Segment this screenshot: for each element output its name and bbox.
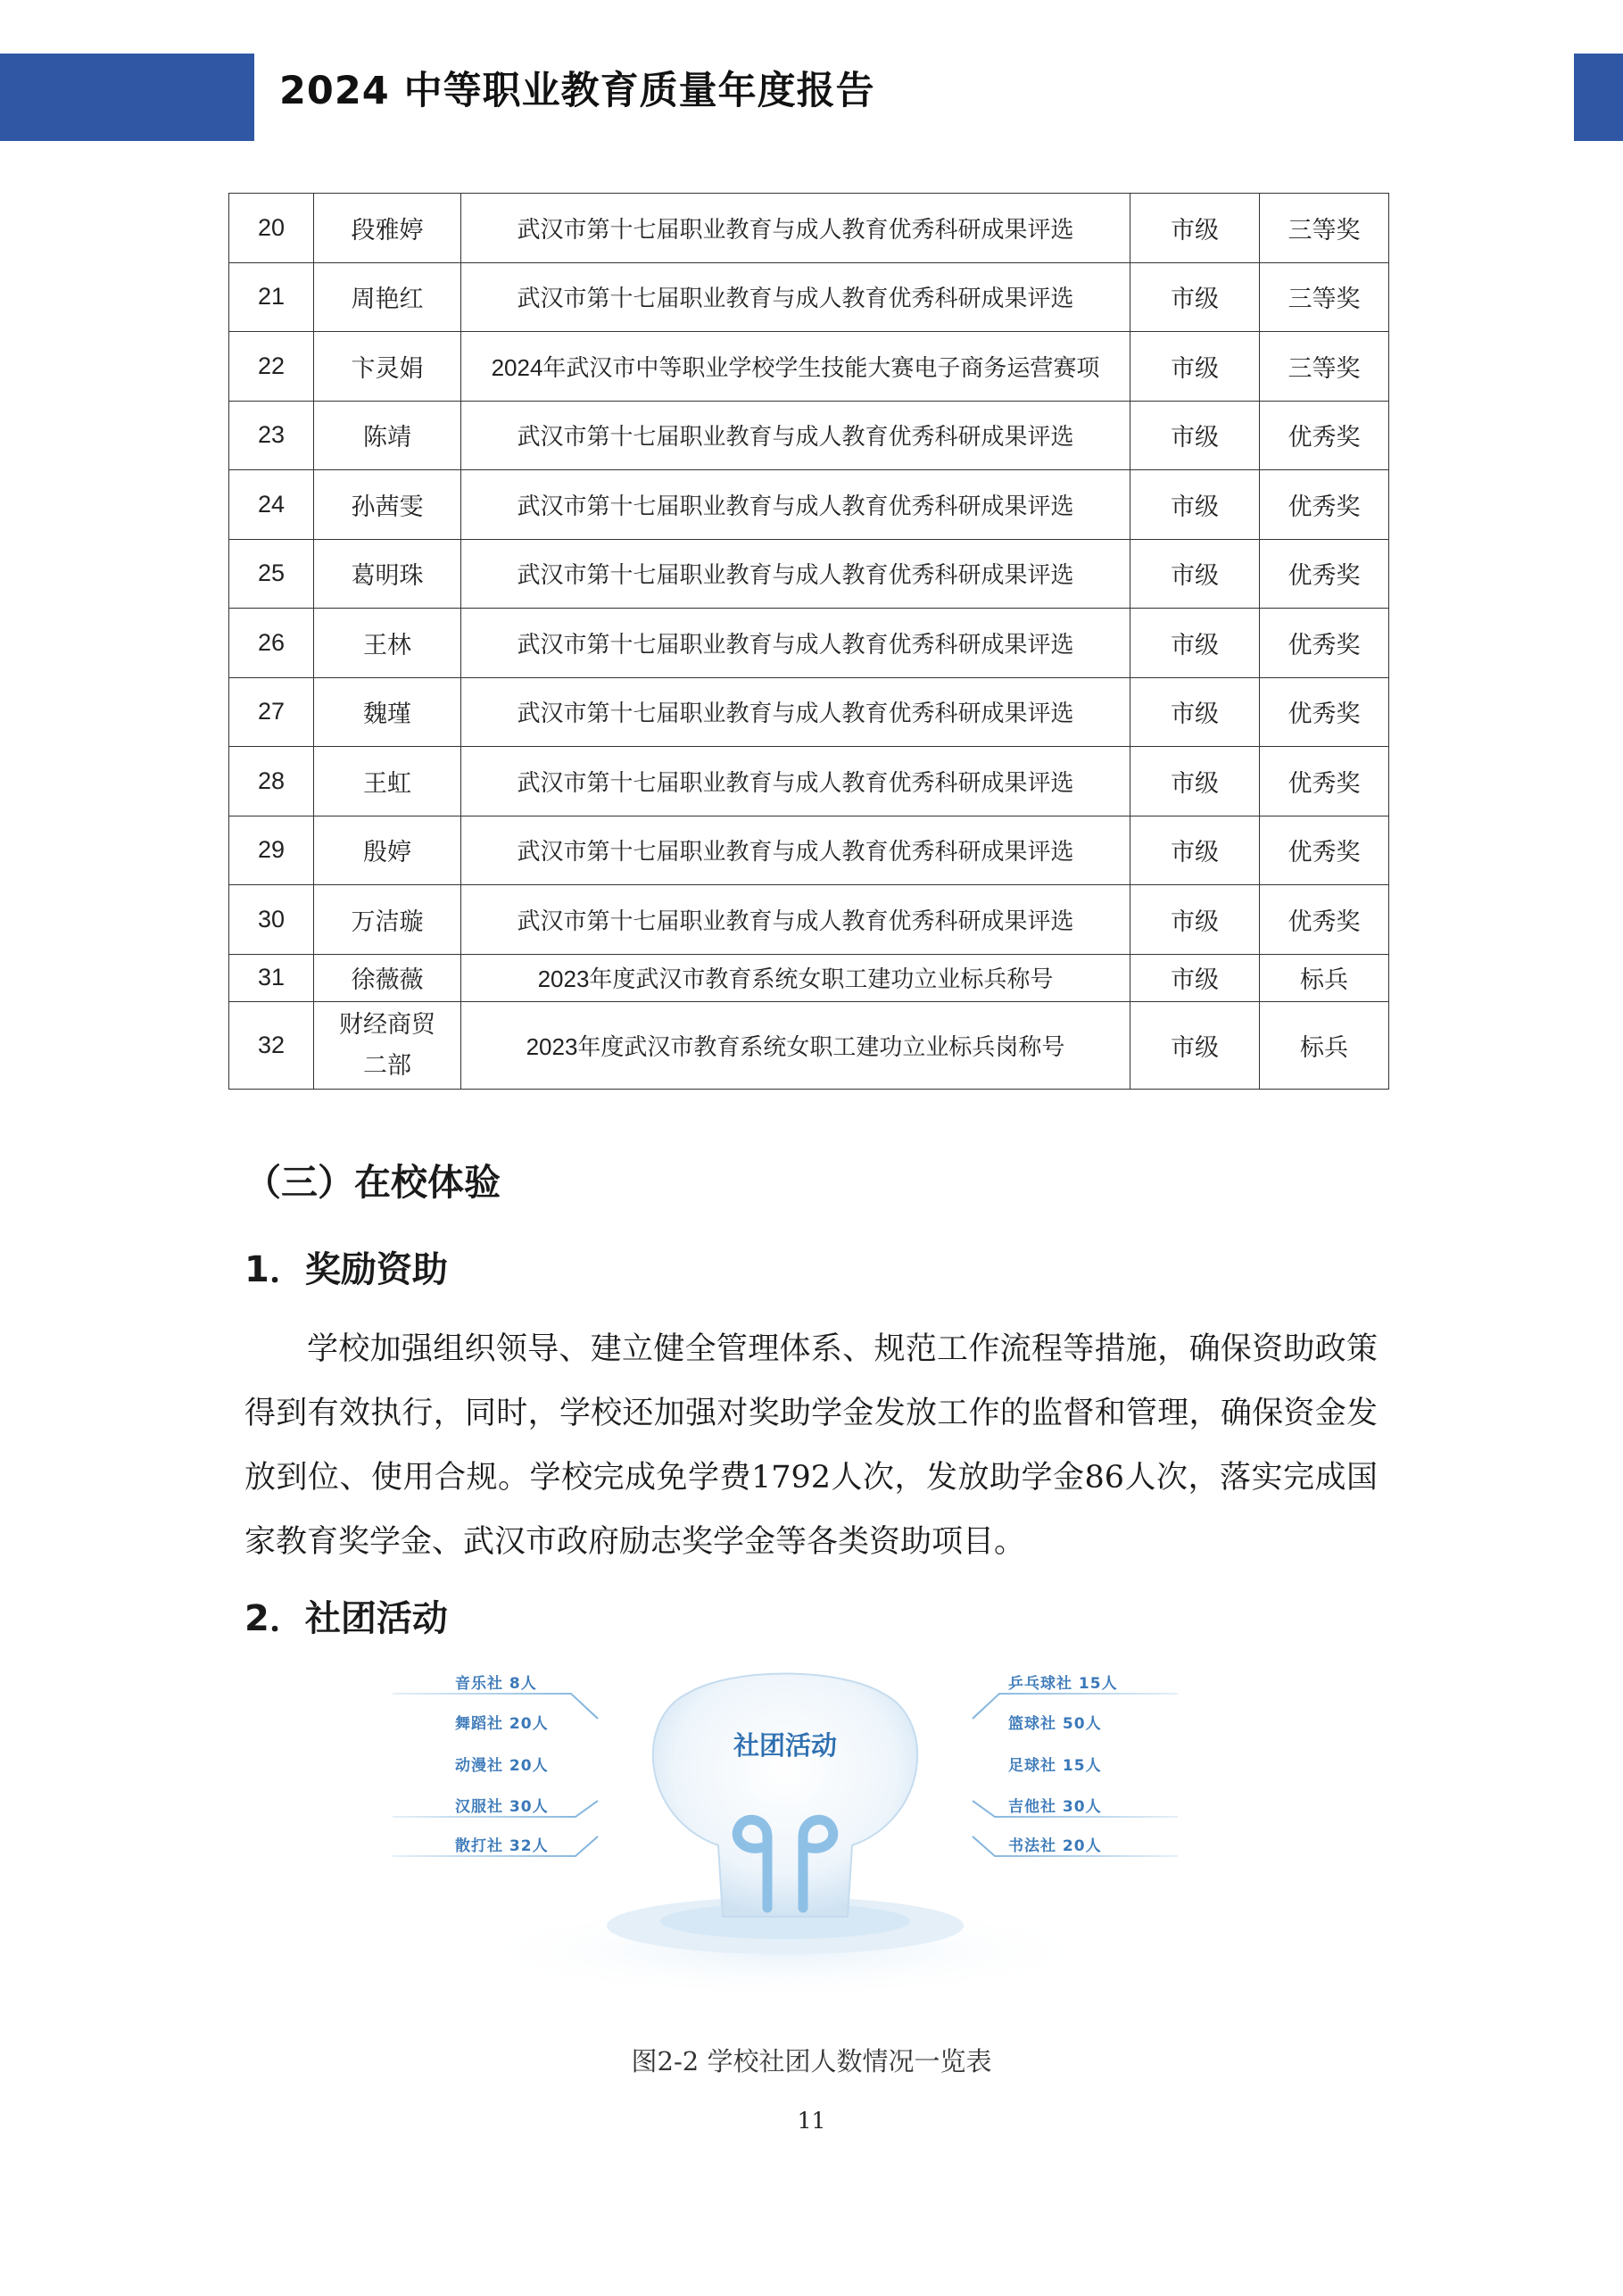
table-row bbox=[229, 609, 1389, 678]
cell-name: 殷婷 bbox=[314, 816, 461, 885]
cell-award: 优秀奖 bbox=[1260, 885, 1389, 955]
club-label: 乒乓球社 15人 bbox=[1008, 1675, 1118, 1693]
cell-level: 市级 bbox=[1130, 470, 1260, 540]
clubs-infographic bbox=[393, 1667, 1178, 2006]
cell-name: 周艳红 bbox=[314, 262, 461, 332]
table-row bbox=[229, 677, 1389, 747]
figure-caption: 图2-2 学校社团人数情况一览表 bbox=[631, 2046, 992, 2076]
cell-name: 段雅婷 bbox=[314, 194, 461, 263]
center-title: 社团活动 bbox=[733, 1730, 838, 1761]
cell-no: 31 bbox=[229, 954, 314, 1001]
cell-name: 卞灵娟 bbox=[314, 332, 461, 402]
page-number: 11 bbox=[797, 2108, 826, 2134]
table-row bbox=[229, 194, 1389, 263]
subheading-clubs: 2．社团活动 bbox=[244, 1598, 448, 1639]
cell-project: 武汉市第十七届职业教育与成人教育优秀科研成果评选 bbox=[461, 816, 1130, 885]
cell-no: 27 bbox=[229, 677, 314, 747]
left-club-labels bbox=[455, 1674, 549, 1855]
cell-level: 市级 bbox=[1130, 1001, 1260, 1089]
cell-no: 23 bbox=[229, 401, 314, 470]
cell-no: 20 bbox=[229, 194, 314, 263]
cell-no: 25 bbox=[229, 539, 314, 609]
cell-level: 市级 bbox=[1130, 262, 1260, 332]
report-title: 2024 中等职业教育质量年度报告 bbox=[279, 69, 875, 113]
cell-level: 市级 bbox=[1130, 677, 1260, 747]
cell-level: 市级 bbox=[1130, 609, 1260, 678]
cell-award: 优秀奖 bbox=[1260, 401, 1389, 470]
cell-project: 武汉市第十七届职业教育与成人教育优秀科研成果评选 bbox=[461, 885, 1130, 955]
awards-table bbox=[228, 193, 1389, 1090]
club-label: 音乐社 8人 bbox=[455, 1675, 537, 1693]
cell-no: 28 bbox=[229, 747, 314, 816]
table-row bbox=[229, 816, 1389, 885]
table-row bbox=[229, 262, 1389, 332]
cell-award: 优秀奖 bbox=[1260, 470, 1389, 540]
cell-level: 市级 bbox=[1130, 747, 1260, 816]
cell-project: 武汉市第十七届职业教育与成人教育优秀科研成果评选 bbox=[461, 747, 1130, 816]
cell-name: 王林 bbox=[314, 609, 461, 678]
header-bar-right bbox=[1574, 54, 1623, 141]
club-label: 散打社 32人 bbox=[455, 1837, 549, 1855]
cell-project: 2023年度武汉市教育系统女职工建功立业标兵岗称号 bbox=[461, 1001, 1130, 1089]
club-label: 舞蹈社 20人 bbox=[455, 1715, 549, 1733]
cell-no: 29 bbox=[229, 816, 314, 885]
table-row bbox=[229, 885, 1389, 955]
cell-level: 市级 bbox=[1130, 401, 1260, 470]
club-label: 书法社 20人 bbox=[1008, 1837, 1102, 1855]
table-row bbox=[229, 539, 1389, 609]
right-club-labels bbox=[1008, 1674, 1118, 1855]
section-heading: （三）在校体验 bbox=[244, 1161, 501, 1204]
cell-no: 32 bbox=[229, 1001, 314, 1089]
cell-no: 26 bbox=[229, 609, 314, 678]
cell-award: 三等奖 bbox=[1260, 332, 1389, 402]
cell-project: 2024年武汉市中等职业学校学生技能大赛电子商务运营赛项 bbox=[461, 332, 1130, 402]
table-row bbox=[229, 954, 1389, 1001]
cell-level: 市级 bbox=[1130, 885, 1260, 955]
subheading-scholarship: 1．奖励资助 bbox=[244, 1249, 448, 1290]
club-label: 足球社 15人 bbox=[1008, 1757, 1102, 1775]
cell-project: 武汉市第十七届职业教育与成人教育优秀科研成果评选 bbox=[461, 539, 1130, 609]
cell-name: 徐薇薇 bbox=[314, 954, 461, 1001]
cell-award: 优秀奖 bbox=[1260, 816, 1389, 885]
cell-level: 市级 bbox=[1130, 194, 1260, 263]
cell-award: 优秀奖 bbox=[1260, 539, 1389, 609]
header-bar-left bbox=[0, 54, 254, 141]
club-label: 篮球社 50人 bbox=[1008, 1715, 1102, 1733]
cell-project: 武汉市第十七届职业教育与成人教育优秀科研成果评选 bbox=[461, 194, 1130, 263]
cell-project: 武汉市第十七届职业教育与成人教育优秀科研成果评选 bbox=[461, 401, 1130, 470]
bulb-shape bbox=[653, 1674, 917, 1918]
table-row bbox=[229, 332, 1389, 402]
table-row bbox=[229, 1001, 1389, 1089]
cell-name: 万洁璇 bbox=[314, 885, 461, 955]
cell-level: 市级 bbox=[1130, 816, 1260, 885]
cell-no: 24 bbox=[229, 470, 314, 540]
cell-name: 王虹 bbox=[314, 747, 461, 816]
cell-award: 优秀奖 bbox=[1260, 747, 1389, 816]
cell-award: 优秀奖 bbox=[1260, 677, 1389, 747]
table-row bbox=[229, 747, 1389, 816]
club-label: 汉服社 30人 bbox=[455, 1798, 549, 1816]
cell-project: 武汉市第十七届职业教育与成人教育优秀科研成果评选 bbox=[461, 470, 1130, 540]
club-label: 吉他社 30人 bbox=[1008, 1798, 1102, 1816]
cell-award: 三等奖 bbox=[1260, 194, 1389, 263]
scholarship-paragraph: 学校加强组织领导、建立健全管理体系、规范工作流程等措施，确保资助政策得到有效执行，同时，学校还加强对奖助学金发放工作的监督和管理，确保资金发放到位、使用合规。学校完成免学费1792人次，发放助学金86人次，落实完成国家教育奖学金、武汉市政府励志奖学金等各类资助项目。 bbox=[244, 1331, 1378, 1560]
cell-project: 武汉市第十七届职业教育与成人教育优秀科研成果评选 bbox=[461, 609, 1130, 678]
cell-no: 22 bbox=[229, 332, 314, 402]
cell-project: 武汉市第十七届职业教育与成人教育优秀科研成果评选 bbox=[461, 262, 1130, 332]
cell-level: 市级 bbox=[1130, 332, 1260, 402]
cell-award: 优秀奖 bbox=[1260, 609, 1389, 678]
table-row bbox=[229, 470, 1389, 540]
club-label: 动漫社 20人 bbox=[455, 1757, 549, 1775]
cell-project: 2023年度武汉市教育系统女职工建功立业标兵称号 bbox=[461, 954, 1130, 1001]
cell-award: 标兵 bbox=[1260, 954, 1389, 1001]
cell-project: 武汉市第十七届职业教育与成人教育优秀科研成果评选 bbox=[461, 677, 1130, 747]
cell-no: 21 bbox=[229, 262, 314, 332]
cell-name: 孙茜雯 bbox=[314, 470, 461, 540]
cell-no: 30 bbox=[229, 885, 314, 955]
cell-award: 三等奖 bbox=[1260, 262, 1389, 332]
cell-level: 市级 bbox=[1130, 539, 1260, 609]
cell-name: 陈靖 bbox=[314, 401, 461, 470]
table-row bbox=[229, 401, 1389, 470]
cell-name: 魏瑾 bbox=[314, 677, 461, 747]
cell-name: 葛明珠 bbox=[314, 539, 461, 609]
cell-name: 财经商贸二部 bbox=[314, 1001, 461, 1089]
cell-level: 市级 bbox=[1130, 954, 1260, 1001]
cell-award: 标兵 bbox=[1260, 1001, 1389, 1089]
